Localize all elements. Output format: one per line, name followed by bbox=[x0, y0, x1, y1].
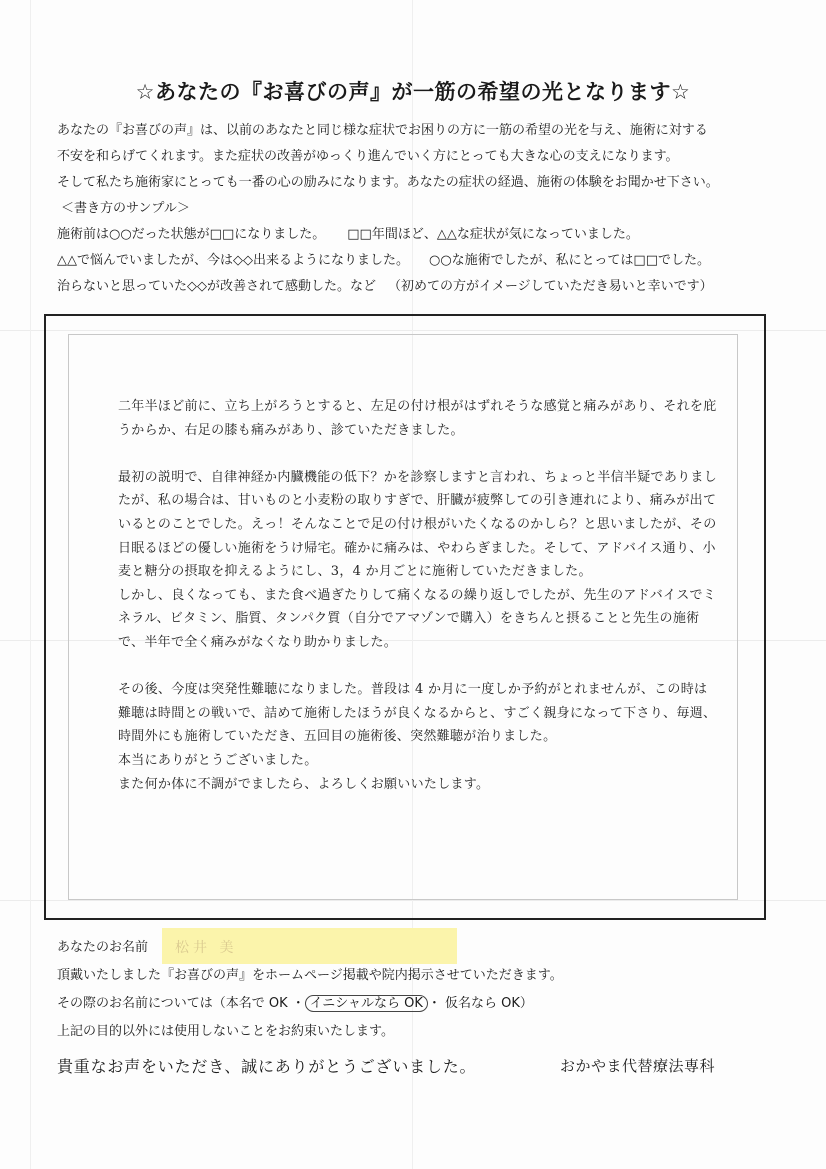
testimony-paragraph: また何か体に不調がでましたら、よろしくお願いいたします。 bbox=[118, 776, 490, 792]
testimony-paragraph: しかし、良くなっても、また食べ過ぎたりして痛くなるの繰り返しでしたが、先生のアドバイスでミネラル、ビタミン、脂質、タンパク質（自分でアマゾンで購入）をきちんと摂ることと先生の施術で、半年で全く痛みがなくなり助かりました。 bbox=[118, 587, 717, 650]
intro-line: 不安を和らげてくれます。また症状の改善がゆっくり進んでいく方にとっても大きな心の支えになります。 bbox=[57, 149, 679, 164]
intro-line: そして私たち施術家にとっても一番の心の励みになります。あなたの症状の経過、施術の体験をお聞かせ下さい。 bbox=[57, 175, 719, 190]
testimony-paragraph: 最初の説明で、自律神経か内臓機能の低下？かを診察しますと言われ、ちょっと半信半疑でありましたが、私の場合は、甘いものと小麦粉の取りすぎで、肝臓が疲弊しての引き連れにより、痛みが出ているとのことでした。えっ！そんなことで足の付け根がいたくなるのかしら？と思いましたが、その日眠るほどの優しい施術をうけ帰宅。確かに痛みは、やわらぎました。そして、アドバイス通り、小麦と糖分の摂取を抑えるようにし、3，4 か月ごとに施術していただきました。 bbox=[118, 469, 718, 580]
sample-text: △△で悩んでいましたが、今は◇◇出来るようになりました。 bbox=[57, 253, 409, 268]
sample-text: 施術前は○○だった状態が□□になりました。 bbox=[57, 227, 326, 242]
testimony-text bbox=[118, 395, 718, 796]
testimony-paragraph: その後、今度は突発性難聴になりました。普段は 4 か月に一度しか予約がとれませんが、この時は難聴は時間との戦いで、詰めて施術したほうが良くなるからと、すごく親身になって下さり、毎週、時間外にも施術していただき、五回目の施術後、突然難聴が治りました。 bbox=[118, 682, 717, 745]
testimony-paragraph: 本当にありがとうございました。 bbox=[118, 752, 318, 768]
name-option-text: ・ 仮名なら OK） bbox=[427, 996, 533, 1011]
privacy-line: 上記の目的以外には使用しないことをお約束いたします。 bbox=[57, 1024, 394, 1039]
sample-heading: ＜書き方のサンプル＞ bbox=[61, 201, 190, 216]
sample-text: 治らないと思っていた◇◇が改善されて感動した。など bbox=[57, 279, 376, 294]
sample-line bbox=[57, 274, 787, 300]
name-option-text: その際のお名前については（本名で OK ・ bbox=[57, 996, 305, 1011]
sample-line bbox=[57, 222, 787, 248]
page-title: ☆あなたの『お喜びの声』が一筋の希望の光となります☆ bbox=[135, 80, 691, 104]
clinic-name: おかやま代替療法専科 bbox=[560, 1057, 716, 1075]
handwritten-name: 松井 美 bbox=[175, 940, 238, 956]
intro-line: あなたの『お喜びの声』は、以前のあなたと同じ様な症状でお困りの方に一筋の希望の光を与え、施術に対する bbox=[57, 123, 708, 138]
consent-line: 頂戴いたしました『お喜びの声』をホームページ掲載や院内掲示させていただきます。 bbox=[57, 968, 563, 983]
sample-text: ○○な施術でしたが、私にとっては□□でした。 bbox=[429, 253, 710, 268]
paper-fold-line bbox=[30, 0, 31, 1169]
thanks-message: 貴重なお声をいただき、誠にありがとうございました。 bbox=[57, 1057, 477, 1076]
sample-text: □□年間ほど、△△な症状が気になっていました。 bbox=[347, 227, 639, 242]
sample-line bbox=[57, 248, 787, 274]
name-row bbox=[57, 934, 777, 962]
testimony-paragraph: 二年半ほど前に、立ち上がろうとすると、左足の付け根がはずれそうな感覚と痛みがあり、それを庇うからか、右足の膝も痛みがあり、診ていただきました。 bbox=[118, 399, 717, 438]
name-option-line bbox=[57, 990, 777, 1018]
name-label: あなたのお名前 bbox=[57, 940, 149, 955]
consent-form bbox=[57, 934, 777, 1046]
intro-section bbox=[57, 118, 787, 300]
selected-name-option: イニシャルなら OK bbox=[305, 995, 428, 1012]
sample-text: （初めての方がイメージしていただき易いと幸いです） bbox=[388, 279, 713, 294]
